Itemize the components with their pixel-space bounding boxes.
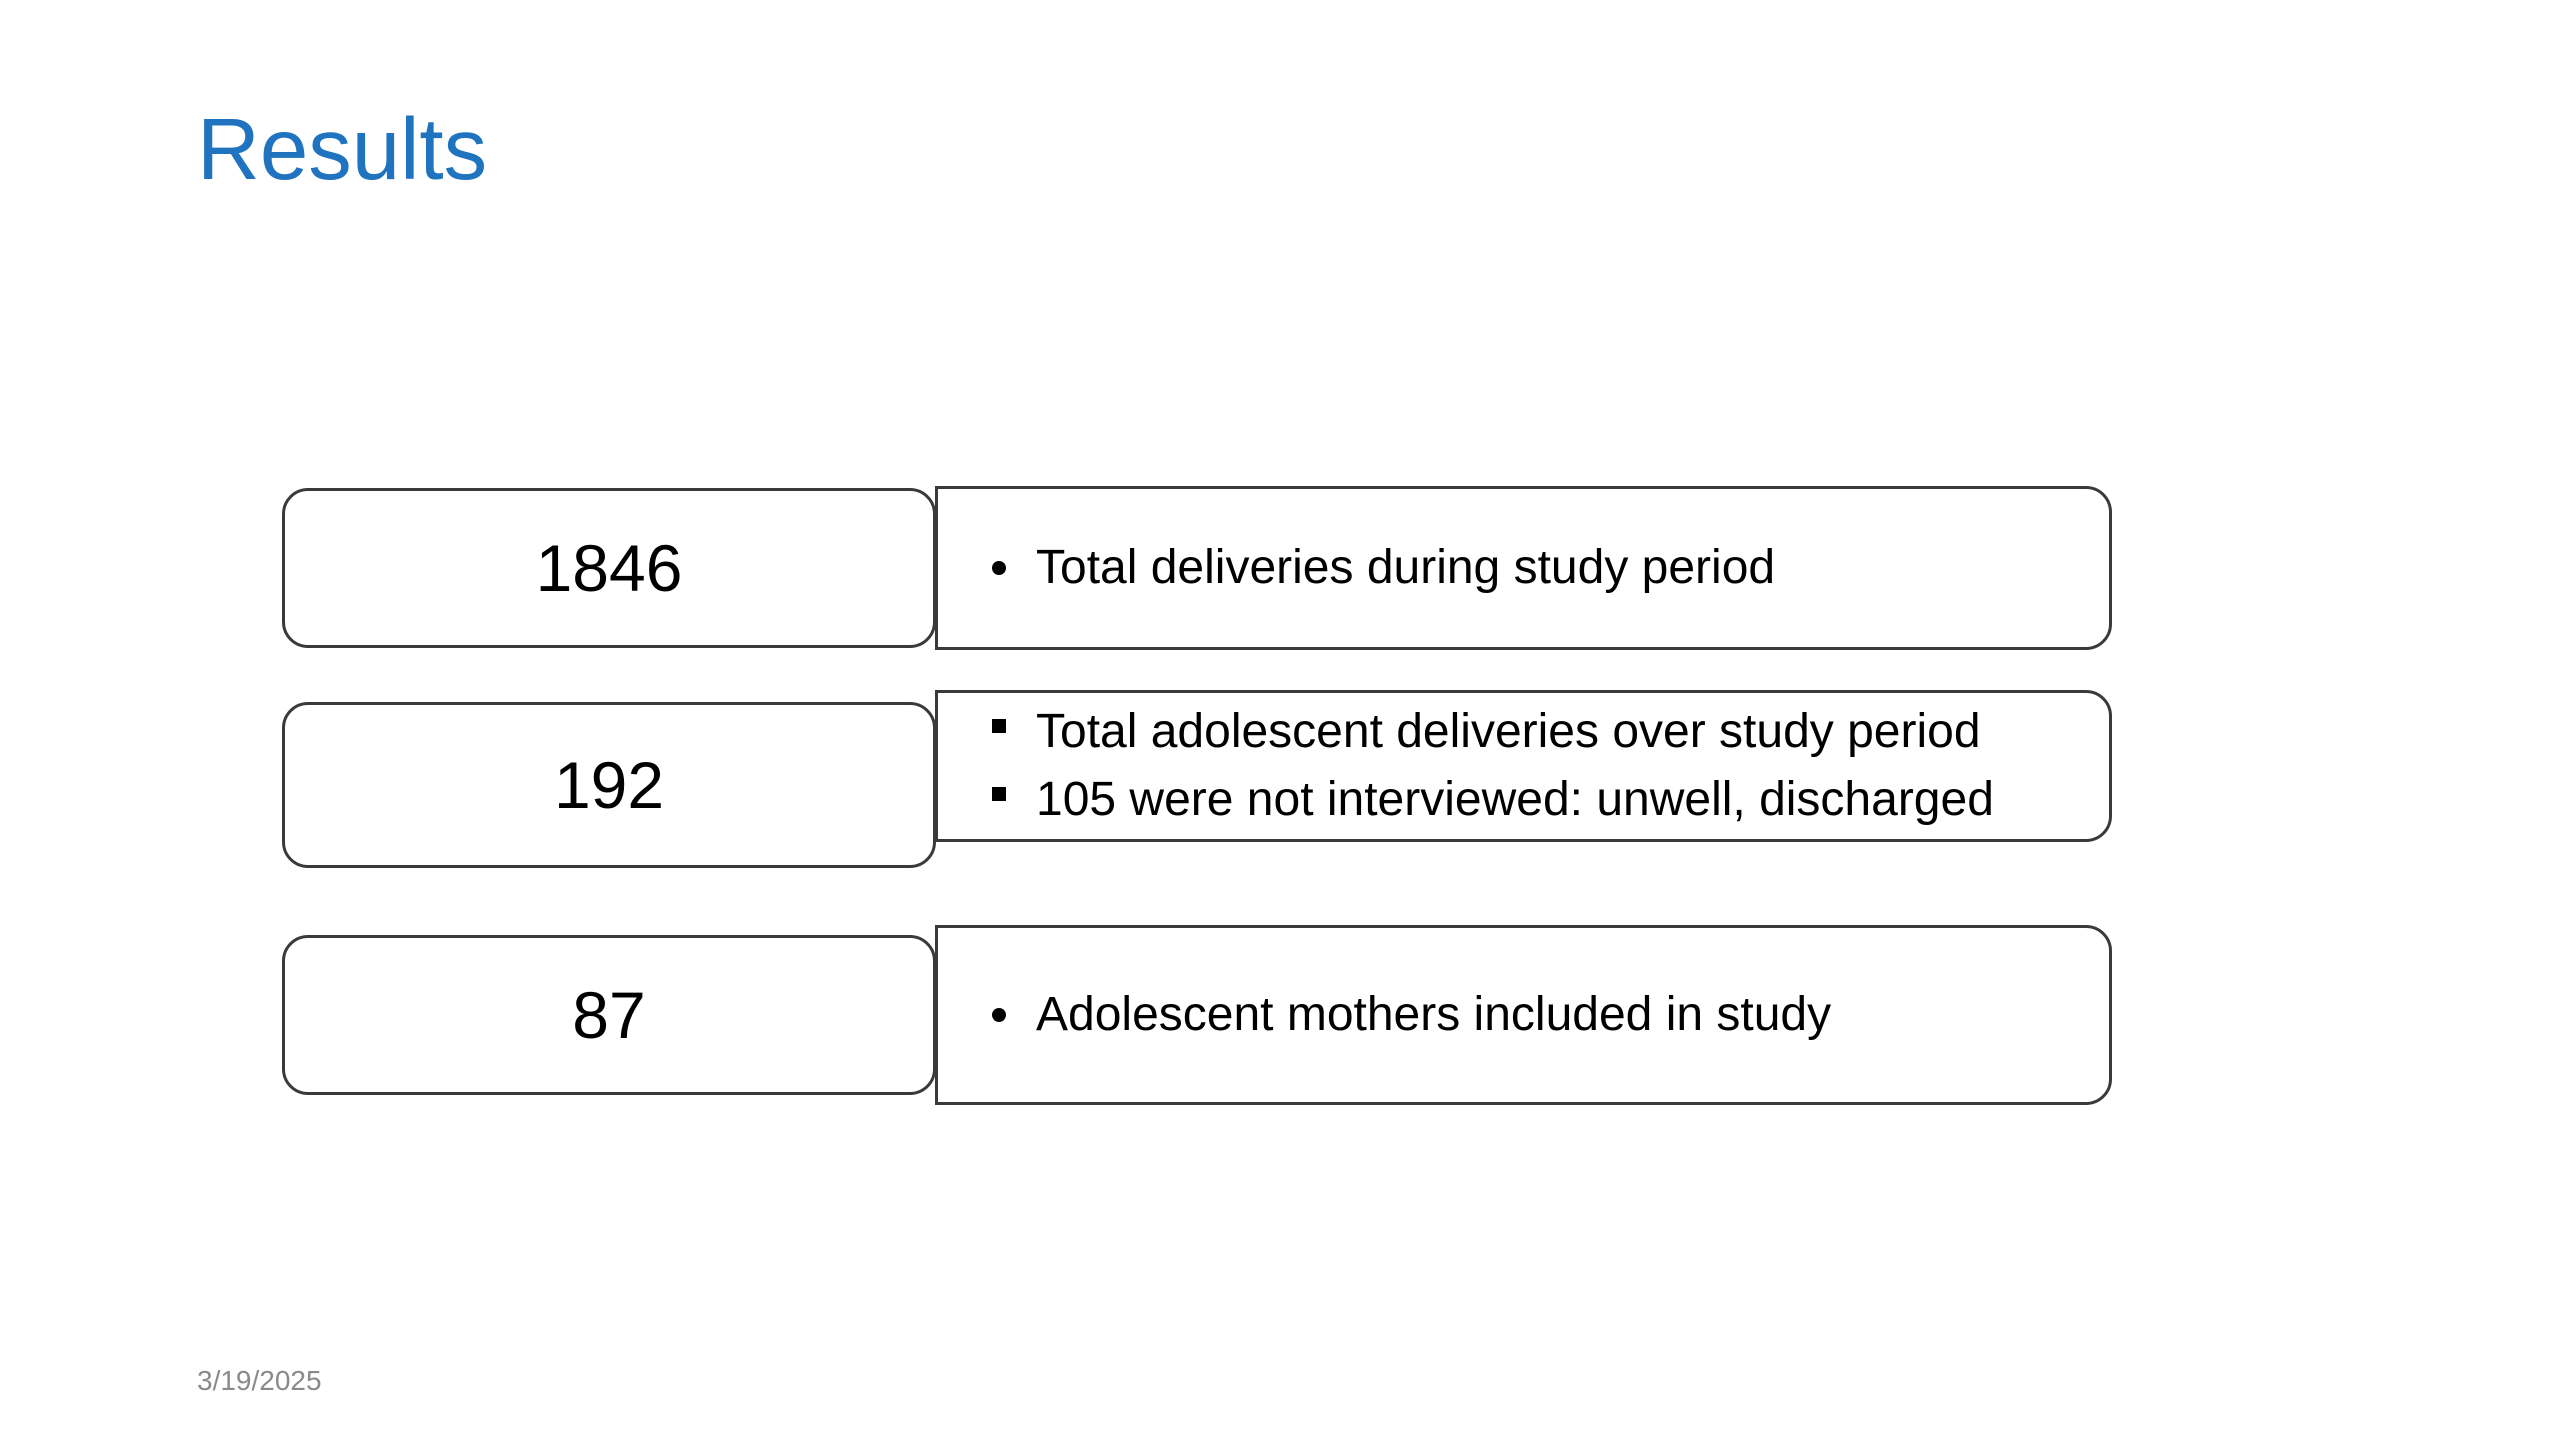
bullet-square-icon bbox=[992, 787, 1006, 801]
bullet-dot-icon bbox=[992, 1008, 1006, 1022]
bullet-item bbox=[992, 981, 2109, 1049]
number-value: 192 bbox=[553, 748, 665, 822]
bullet-text: Adolescent mothers included in study bbox=[1036, 988, 1832, 1041]
bullet-text: Total deliveries during study period bbox=[1036, 541, 1776, 594]
number-value: 1846 bbox=[535, 531, 683, 605]
bullet-text: 105 were not interviewed: unwell, discharged bbox=[1036, 773, 1994, 826]
bullet-item bbox=[992, 534, 2109, 602]
bullet-dot-icon bbox=[992, 561, 1006, 575]
bullet-item bbox=[992, 698, 2109, 766]
number-box-mothers-included bbox=[282, 935, 936, 1095]
footer-date: 3/19/2025 bbox=[197, 1365, 322, 1396]
number-value: 87 bbox=[572, 978, 646, 1052]
description-box-mothers-included bbox=[935, 925, 2112, 1105]
number-box-total-deliveries bbox=[282, 488, 936, 648]
bullet-square-icon bbox=[992, 719, 1006, 733]
bullet-item bbox=[992, 766, 2109, 834]
number-box-adolescent-deliveries bbox=[282, 702, 936, 868]
bullet-text: Total adolescent deliveries over study period bbox=[1036, 705, 1981, 758]
description-box-adolescent-deliveries bbox=[935, 690, 2112, 842]
slide-title: Results bbox=[197, 101, 488, 198]
description-box-total-deliveries bbox=[935, 486, 2112, 650]
